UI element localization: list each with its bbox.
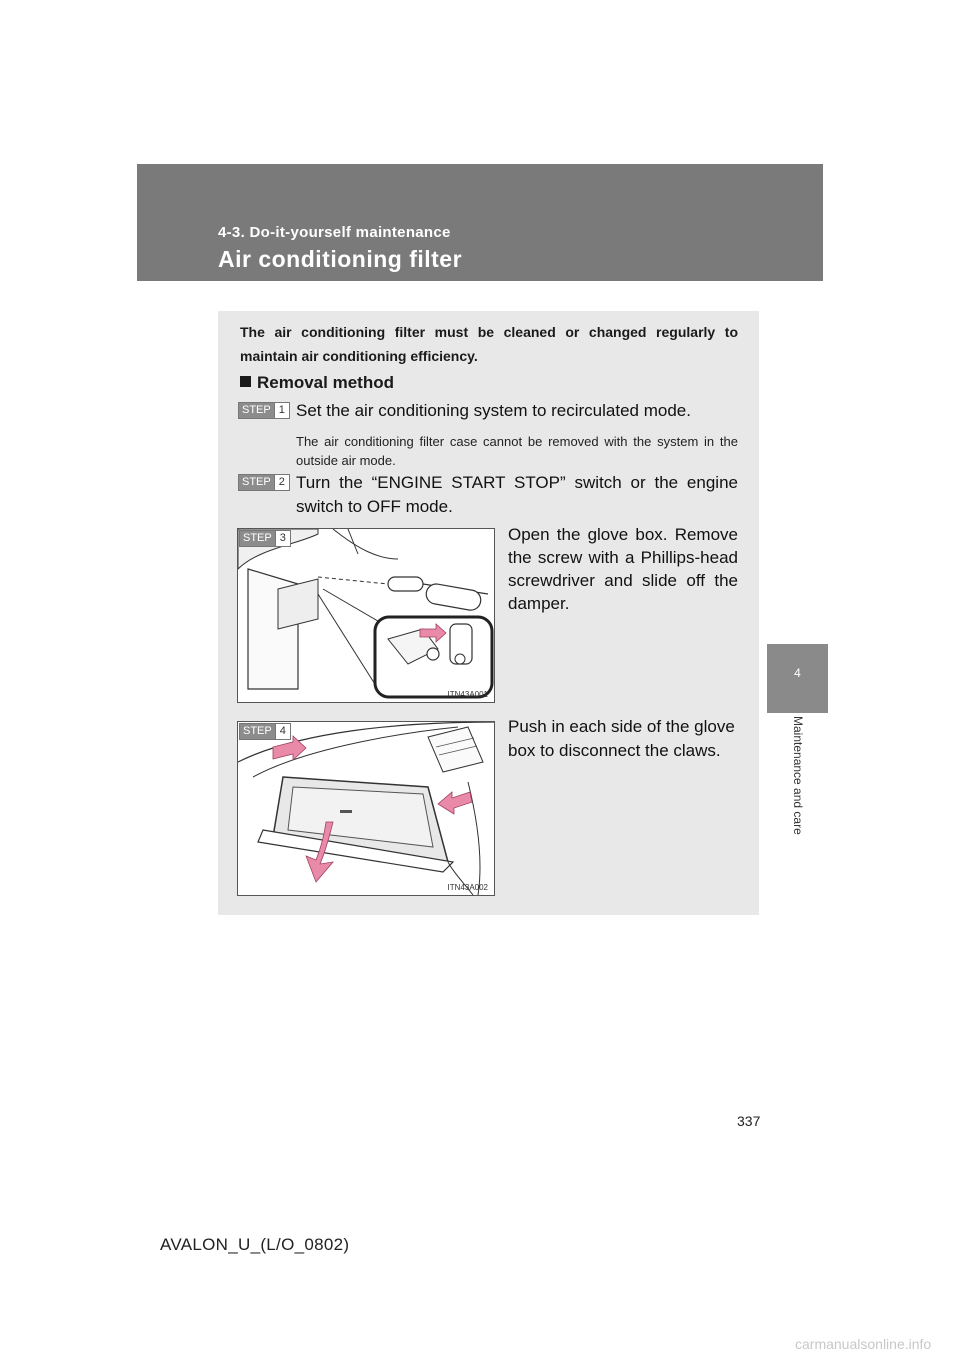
- chapter-tab[interactable]: [767, 644, 828, 713]
- figure-code: ITN43A001: [447, 690, 488, 699]
- glove-box-screw-illustration: [238, 529, 494, 702]
- step-4-badge: STEP 4: [239, 723, 291, 740]
- step-4-figure: [237, 721, 495, 896]
- push-arrow-icon: [438, 792, 472, 814]
- page-number: 337: [737, 1113, 761, 1129]
- document-code: AVALON_U_(L/O_0802): [160, 1235, 350, 1254]
- chapter-tab-number: 4: [794, 666, 801, 680]
- figure-code: ITN43A002: [447, 883, 488, 892]
- step-3-text: Open the glove box. Remove the screw with a Phillips-head screwdriver and slide off the damper.: [508, 525, 738, 613]
- watermark: carmanualsonline.info: [795, 1336, 932, 1352]
- step-2-badge: STEP 2: [238, 474, 290, 491]
- page-title: Air conditioning filter: [218, 246, 463, 272]
- step-1-badge: STEP 1: [238, 402, 290, 419]
- intro-text: The air conditioning filter must be cleaned or changed regularly to maintain air conditioning efficiency.: [240, 324, 738, 364]
- step-2-text: Turn the “ENGINE START STOP” switch or the engine switch to OFF mode.: [296, 473, 738, 516]
- section-label: 4-3. Do-it-yourself maintenance: [218, 224, 451, 241]
- step-1-text: Set the air conditioning system to recirculated mode.: [296, 401, 691, 420]
- step-3-badge: STEP 3: [239, 530, 291, 547]
- glove-box-removal-illustration: [238, 722, 494, 895]
- square-bullet-icon: [240, 376, 251, 387]
- step-1-note: The air conditioning filter case cannot be removed with the system in the outside air mode.: [296, 434, 738, 468]
- chapter-tab-label: Maintenance and care: [791, 716, 805, 835]
- step-4-text: Push in each side of the glove box to disconnect the claws.: [508, 717, 735, 760]
- subheading-removal-method: Removal method: [240, 373, 394, 393]
- step-3-figure: [237, 528, 495, 703]
